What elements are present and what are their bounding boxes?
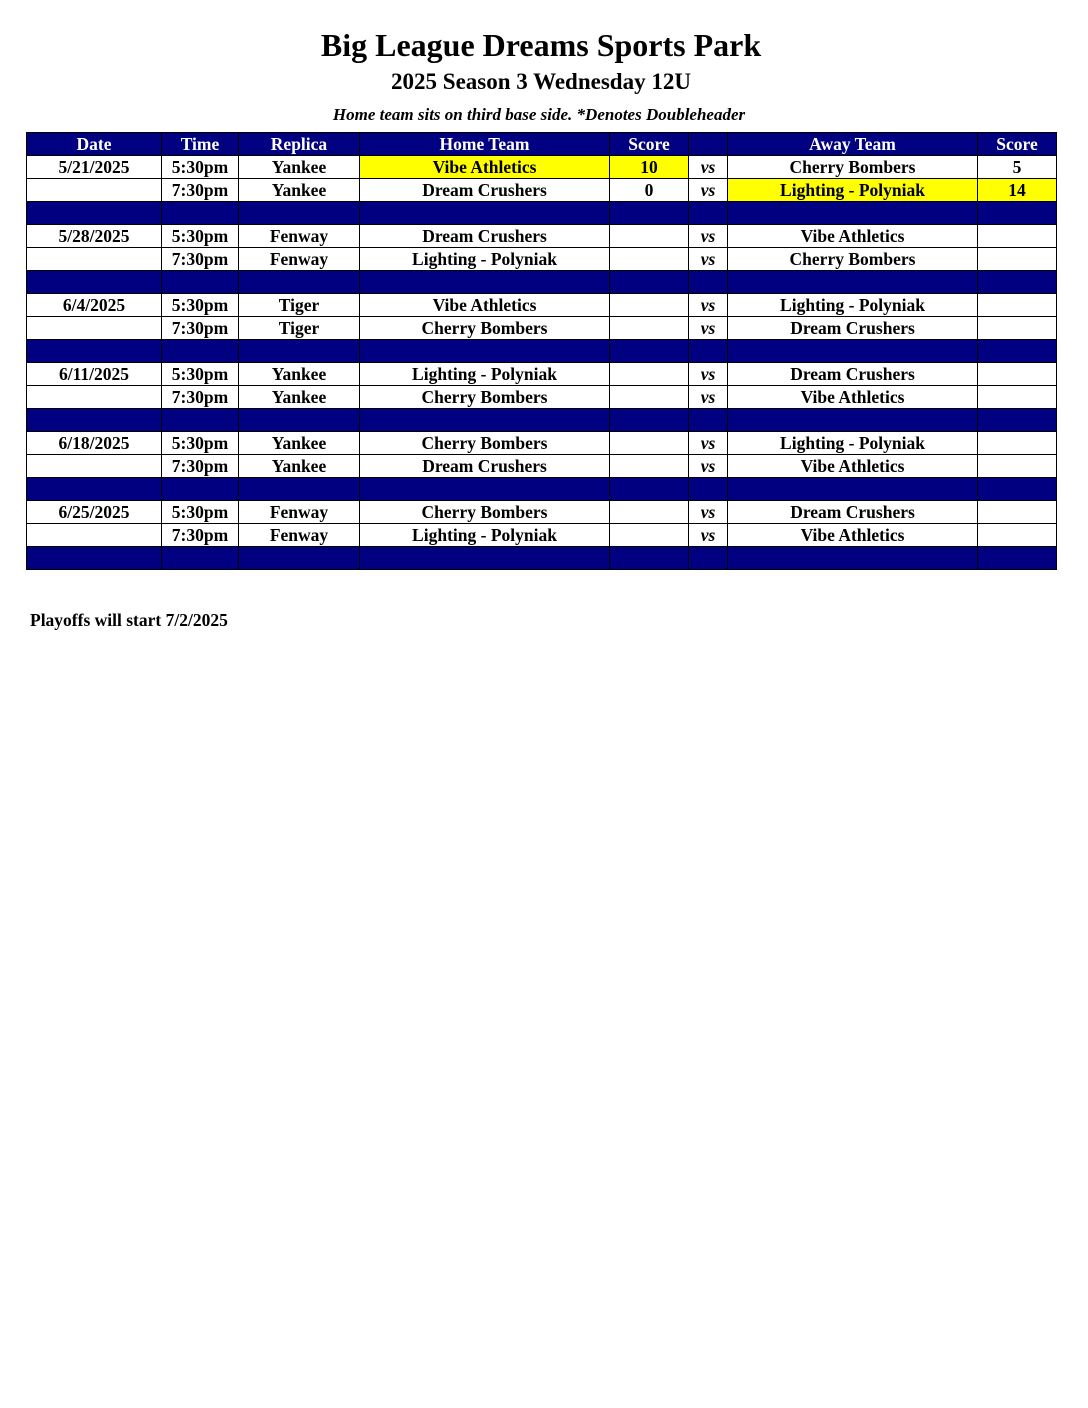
table-row [27, 317, 1057, 340]
table-header-row [27, 133, 1057, 156]
spacer-cell [162, 409, 239, 432]
cell-replica: Fenway [239, 524, 360, 547]
cell-date: 6/4/2025 [27, 294, 162, 317]
spacer-cell [978, 547, 1057, 570]
spacer-cell [239, 409, 360, 432]
column-header-time: Time [162, 133, 239, 156]
season-subtitle: 2025 Season 3 Wednesday 12U [391, 69, 691, 94]
cell-away-team: Dream Crushers [728, 363, 978, 386]
cell-time: 7:30pm [162, 317, 239, 340]
cell-date [27, 317, 162, 340]
cell-away-team: Lighting - Polyniak [728, 294, 978, 317]
spacer-cell [162, 340, 239, 363]
cell-time: 7:30pm [162, 179, 239, 202]
cell-vs: vs [689, 524, 728, 547]
spacer-cell [610, 478, 689, 501]
cell-replica: Fenway [239, 248, 360, 271]
spacer-cell [610, 547, 689, 570]
cell-home-team: Cherry Bombers [360, 386, 610, 409]
column-header-away-team: Away Team [728, 133, 978, 156]
cell-home-score [610, 455, 689, 478]
cell-replica: Yankee [239, 363, 360, 386]
spacer-cell [689, 271, 728, 294]
cell-replica: Tiger [239, 317, 360, 340]
spacer-cell [27, 202, 162, 225]
cell-home-team: Dream Crushers [360, 455, 610, 478]
spacer-cell [360, 409, 610, 432]
table-row [27, 363, 1057, 386]
cell-home-score [610, 317, 689, 340]
cell-away-team: Dream Crushers [728, 317, 978, 340]
table-row [27, 524, 1057, 547]
spacer-cell [360, 478, 610, 501]
cell-time: 5:30pm [162, 363, 239, 386]
cell-time: 5:30pm [162, 156, 239, 179]
cell-away-score: 5 [978, 156, 1057, 179]
spacer-cell [27, 409, 162, 432]
cell-time: 7:30pm [162, 455, 239, 478]
spacer-cell [728, 409, 978, 432]
table-row [27, 386, 1057, 409]
cell-vs: vs [689, 455, 728, 478]
cell-home-team: Dream Crushers [360, 225, 610, 248]
cell-home-score [610, 432, 689, 455]
column-header-home-team: Home Team [360, 133, 610, 156]
cell-away-team: Vibe Athletics [728, 225, 978, 248]
spacer-cell [27, 478, 162, 501]
spacer-cell [27, 340, 162, 363]
cell-vs: vs [689, 294, 728, 317]
spacer-cell [978, 202, 1057, 225]
spacer-cell [239, 202, 360, 225]
spacer-cell [728, 547, 978, 570]
cell-home-team: Vibe Athletics [360, 294, 610, 317]
spacer-cell [27, 547, 162, 570]
cell-home-score [610, 363, 689, 386]
schedule-table [26, 132, 1057, 570]
cell-date: 5/28/2025 [27, 225, 162, 248]
cell-away-score [978, 363, 1057, 386]
cell-vs: vs [689, 386, 728, 409]
cell-vs: vs [689, 179, 728, 202]
cell-date: 6/25/2025 [27, 501, 162, 524]
cell-vs: vs [689, 156, 728, 179]
playoffs-note: Playoffs will start 7/2/2025 [30, 610, 228, 630]
cell-vs: vs [689, 317, 728, 340]
cell-replica: Fenway [239, 225, 360, 248]
home-team-note: Home team sits on third base side. *Denotes Doubleheader [332, 105, 746, 124]
spacer-cell [728, 478, 978, 501]
table-row [27, 225, 1057, 248]
cell-date: 6/18/2025 [27, 432, 162, 455]
column-header-away-score: Score [978, 133, 1057, 156]
table-row [27, 248, 1057, 271]
spacer-row [27, 409, 1057, 432]
cell-home-team: Lighting - Polyniak [360, 248, 610, 271]
cell-home-team: Lighting - Polyniak [360, 363, 610, 386]
spacer-cell [610, 271, 689, 294]
cell-vs: vs [689, 363, 728, 386]
table-row [27, 156, 1057, 179]
cell-date [27, 248, 162, 271]
cell-away-score [978, 248, 1057, 271]
table-row [27, 501, 1057, 524]
cell-away-team: Vibe Athletics [728, 524, 978, 547]
spacer-cell [728, 202, 978, 225]
spacer-cell [610, 409, 689, 432]
cell-date: 6/11/2025 [27, 363, 162, 386]
cell-home-team: Cherry Bombers [360, 317, 610, 340]
spacer-cell [162, 478, 239, 501]
spacer-cell [689, 478, 728, 501]
cell-home-team: Cherry Bombers [360, 432, 610, 455]
spacer-cell [360, 340, 610, 363]
cell-vs: vs [689, 225, 728, 248]
cell-home-team: Vibe Athletics [360, 156, 610, 179]
spacer-row [27, 478, 1057, 501]
cell-home-score: 0 [610, 179, 689, 202]
cell-home-score: 10 [610, 156, 689, 179]
cell-home-team: Dream Crushers [360, 179, 610, 202]
cell-time: 7:30pm [162, 386, 239, 409]
spacer-row [27, 547, 1057, 570]
cell-away-score [978, 455, 1057, 478]
cell-away-team: Cherry Bombers [728, 156, 978, 179]
cell-time: 5:30pm [162, 432, 239, 455]
spacer-cell [162, 271, 239, 294]
cell-away-score [978, 432, 1057, 455]
spacer-cell [162, 547, 239, 570]
cell-home-score [610, 225, 689, 248]
table-row [27, 432, 1057, 455]
column-header-date: Date [27, 133, 162, 156]
cell-date [27, 455, 162, 478]
cell-replica: Yankee [239, 156, 360, 179]
spacer-cell [239, 547, 360, 570]
cell-away-team: Dream Crushers [728, 501, 978, 524]
spacer-cell [978, 340, 1057, 363]
cell-time: 7:30pm [162, 248, 239, 271]
cell-date [27, 386, 162, 409]
cell-away-score [978, 386, 1057, 409]
spacer-cell [689, 547, 728, 570]
table-row [27, 294, 1057, 317]
page-title: Big League Dreams Sports Park [320, 27, 762, 63]
spacer-cell [689, 202, 728, 225]
spacer-row [27, 271, 1057, 294]
cell-away-score [978, 524, 1057, 547]
spacer-cell [360, 271, 610, 294]
cell-home-score [610, 501, 689, 524]
spacer-cell [360, 547, 610, 570]
cell-away-team: Vibe Athletics [728, 386, 978, 409]
cell-vs: vs [689, 501, 728, 524]
cell-away-score [978, 225, 1057, 248]
spacer-cell [728, 340, 978, 363]
cell-vs: vs [689, 248, 728, 271]
table-row [27, 455, 1057, 478]
cell-date [27, 179, 162, 202]
cell-vs: vs [689, 432, 728, 455]
spacer-cell [610, 202, 689, 225]
cell-away-team: Cherry Bombers [728, 248, 978, 271]
column-header-vs [689, 133, 728, 156]
cell-replica: Yankee [239, 179, 360, 202]
spacer-cell [360, 202, 610, 225]
cell-replica: Yankee [239, 455, 360, 478]
column-header-replica: Replica [239, 133, 360, 156]
spacer-row [27, 340, 1057, 363]
cell-home-score [610, 248, 689, 271]
spacer-row [27, 202, 1057, 225]
cell-replica: Yankee [239, 432, 360, 455]
table-row [27, 179, 1057, 202]
cell-away-team: Lighting - Polyniak [728, 432, 978, 455]
cell-away-score [978, 317, 1057, 340]
spacer-cell [689, 409, 728, 432]
spacer-cell [978, 271, 1057, 294]
cell-time: 5:30pm [162, 225, 239, 248]
spacer-cell [978, 478, 1057, 501]
cell-date: 5/21/2025 [27, 156, 162, 179]
cell-home-score [610, 524, 689, 547]
cell-replica: Tiger [239, 294, 360, 317]
spacer-cell [239, 478, 360, 501]
spacer-cell [728, 271, 978, 294]
cell-home-team: Lighting - Polyniak [360, 524, 610, 547]
cell-away-score [978, 294, 1057, 317]
cell-away-score: 14 [978, 179, 1057, 202]
cell-time: 5:30pm [162, 501, 239, 524]
cell-away-team: Vibe Athletics [728, 455, 978, 478]
cell-away-score [978, 501, 1057, 524]
spacer-cell [27, 271, 162, 294]
schedule-body [27, 156, 1057, 570]
spacer-cell [162, 202, 239, 225]
cell-away-team: Lighting - Polyniak [728, 179, 978, 202]
spacer-cell [610, 340, 689, 363]
cell-time: 5:30pm [162, 294, 239, 317]
cell-replica: Yankee [239, 386, 360, 409]
cell-time: 7:30pm [162, 524, 239, 547]
spacer-cell [239, 271, 360, 294]
cell-home-team: Cherry Bombers [360, 501, 610, 524]
spacer-cell [689, 340, 728, 363]
cell-date [27, 524, 162, 547]
cell-home-score [610, 386, 689, 409]
spacer-cell [978, 409, 1057, 432]
cell-home-score [610, 294, 689, 317]
spacer-cell [239, 340, 360, 363]
column-header-home-score: Score [610, 133, 689, 156]
cell-replica: Fenway [239, 501, 360, 524]
